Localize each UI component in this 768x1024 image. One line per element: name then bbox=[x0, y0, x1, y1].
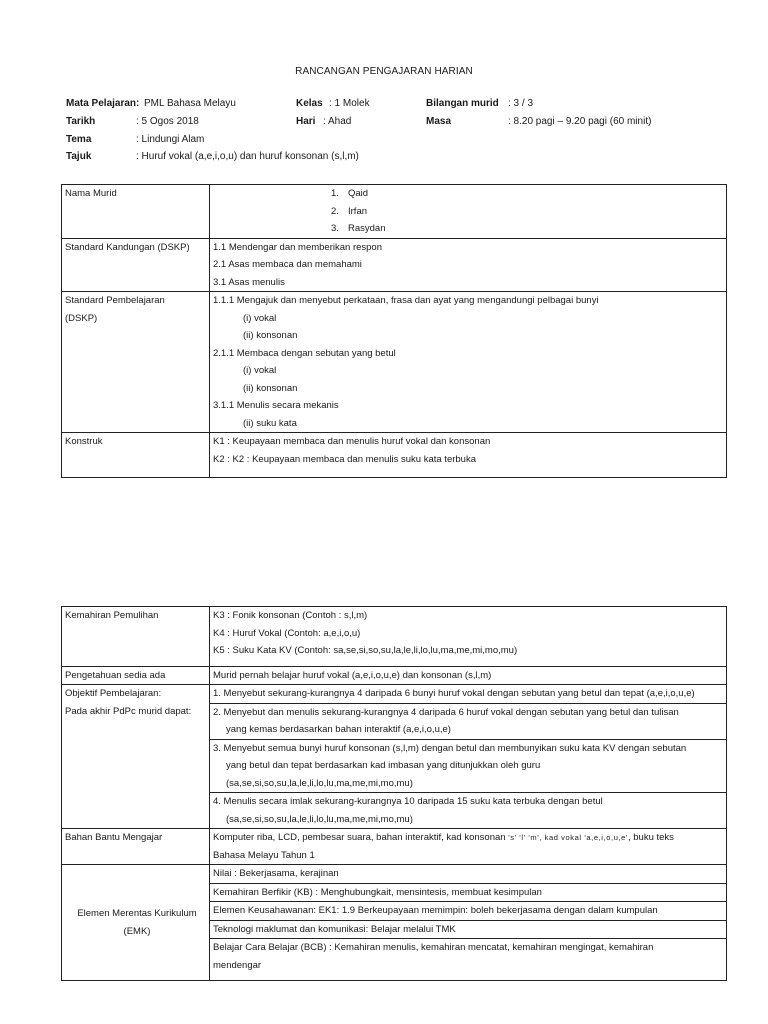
bahan-bantu-mengajar-content: Komputer riba, LCD, pembesar suara, bahan interaktif, kad konsonan 's' 'l' 'm', kad vokal 'a,e,i,o,u,e', buku teks Bahasa Melayu Tahun 1 bbox=[210, 829, 727, 865]
tema-value: : Lindungi Alam bbox=[136, 134, 205, 145]
standard-pembelajaran-content: 1.1.1 Mengajuk dan menyebut perkataan, frasa dan ayat yang mengandungi pelbagai bunyi (i) vokal (ii) konsonan 2.1.1 Membaca dengan sebutan yang betul (i) vokal (ii) konsonan 3.1.1 Menulis secara mekanis (ii) suku kata bbox=[210, 292, 727, 433]
konstruk-label: Konstruk bbox=[62, 433, 210, 478]
list-item: 1. Qaid bbox=[331, 188, 369, 199]
standard-pembelajaran-label: Standard Pembelajaran (DSKP) bbox=[62, 292, 210, 433]
nama-murid-label: Nama Murid bbox=[62, 185, 210, 239]
table-row bbox=[62, 865, 727, 981]
page-title: RANCANGAN PENGAJARAN HARIAN bbox=[295, 66, 473, 77]
emk-label: Elemen Merentas Kurikulum (EMK) bbox=[62, 865, 210, 981]
mata-pelajaran-label: Mata Pelajaran: bbox=[66, 98, 140, 109]
emk-content: Nilai : Bekerjasama, kerajinan Kemahiran Berfikir (KB) : Menghubungkait, mensintesis, membuat kesimpulan Elemen Keusahawanan: EK1: 1.9 Berkeupayaan memimpin: boleh bekerjasama dengan dalam kumpulan Teknologi maklumat dan komunikasi: Belajar melalui TMK Belajar Cara Belajar (BCB) : Kemahiran menulis, kemahiran mencatat, kemahiran mengingat, kemahiran mendengar bbox=[210, 865, 727, 981]
masa-value: : 8.20 pagi – 9.20 pagi (60 minit) bbox=[508, 116, 652, 127]
objective-3: 3. Menyebut semua bunyi huruf konsonan (s,l,m) dengan betul dan membunyikan suku kata KV dengan sebutan yang betul dan tepat berdasarkan kad imbasan yang ditunjukkan oleh guru (sa,se,si,so,su,la,le,li,lo,lu,ma,me,mi,mo,mu) bbox=[210, 739, 727, 793]
table-row bbox=[62, 292, 727, 433]
mata-pelajaran-value: PML Bahasa Melayu bbox=[144, 98, 236, 109]
bilangan-murid-value: : 3 / 3 bbox=[508, 98, 534, 109]
standard-kandungan-label: Standard Kandungan (DSKP) bbox=[62, 238, 210, 292]
list-item: 2. Irfan bbox=[331, 205, 368, 217]
pengetahuan-sedia-ada-content: Murid pernah belajar huruf vokal (a,e,i,o,u,e) dan konsonan (s,l,m) bbox=[210, 666, 727, 685]
table-row bbox=[62, 829, 727, 865]
kemahiran-pemulihan-label: Kemahiran Pemulihan bbox=[62, 607, 210, 667]
konstruk-content: K1 : Keupayaan membaca dan menulis huruf vokal dan konsonan K2 : K2 : Keupayaan membaca dan menulis suku kata terbuka bbox=[210, 433, 727, 478]
objective-2: 2. Menyebut dan menulis sekurang-kurangnya 4 daripada 6 huruf vokal dengan sebutan yang betul dan tulisan yang kemas berdasarkan bahan interaktif (a,e,i,o,u,e) bbox=[210, 703, 727, 739]
tarikh-label: Tarikh bbox=[66, 116, 96, 127]
pengetahuan-sedia-ada-label: Pengetahuan sedia ada bbox=[62, 666, 210, 685]
tajuk-label: Tajuk bbox=[66, 151, 92, 162]
objective-1: 1. Menyebut sekurang-kurangnya 4 daripada 6 bunyi huruf vokal dengan sebutan yang betul dan tepat (a,e,i,o,u,e) bbox=[210, 685, 727, 704]
objektif-label: Objektif Pembelajaran: Pada akhir PdPc murid dapat: bbox=[62, 685, 210, 829]
kemahiran-pemulihan-content: K3 : Fonik konsonan (Contoh : s,l,m) K4 : Huruf Vokal (Contoh: a,e,i,o,u) K5 : Suku Kata KV (Contoh: sa,se,si,so,su,la,le,li,lo,lu,ma,me,mi,mo,mu) bbox=[210, 607, 727, 667]
hari-value: : Ahad bbox=[323, 116, 352, 127]
masa-label: Masa bbox=[426, 116, 452, 127]
table-row bbox=[62, 685, 727, 704]
list-item: 3. Rasydan bbox=[331, 223, 386, 234]
tarikh-value: : 5 Ogos 2018 bbox=[136, 116, 199, 127]
table-row bbox=[62, 666, 727, 685]
bilangan-murid-label: Bilangan murid bbox=[426, 98, 499, 109]
standard-kandungan-content: 1.1 Mendengar dan memberikan respon 2.1 Asas membaca dan memahami 3.1 Asas menulis bbox=[210, 238, 727, 292]
hari-label: Hari bbox=[296, 116, 316, 127]
bahan-bantu-mengajar-label: Bahan Bantu Mengajar bbox=[62, 829, 210, 865]
lesson-info-table bbox=[61, 184, 727, 478]
kelas-label: Kelas bbox=[296, 98, 323, 109]
table-row bbox=[62, 607, 727, 667]
lesson-details-table bbox=[61, 606, 727, 981]
tajuk-value: : Huruf vokal (a,e,i,o,u) dan huruf konsonan (s,l,m) bbox=[136, 151, 359, 162]
table-row bbox=[62, 433, 727, 478]
objective-4: 4. Menulis secara imlak sekurang-kurangnya 10 daripada 15 suku kata terbuka dengan betul (sa,se,si,so,su,la,le,li,lo,lu,ma,me,mi,mo,mu) bbox=[210, 793, 727, 829]
table-row bbox=[62, 238, 727, 292]
table-row bbox=[62, 185, 727, 239]
kelas-value: : 1 Molek bbox=[329, 98, 370, 109]
student-list bbox=[210, 185, 727, 239]
tema-label: Tema bbox=[66, 134, 92, 145]
